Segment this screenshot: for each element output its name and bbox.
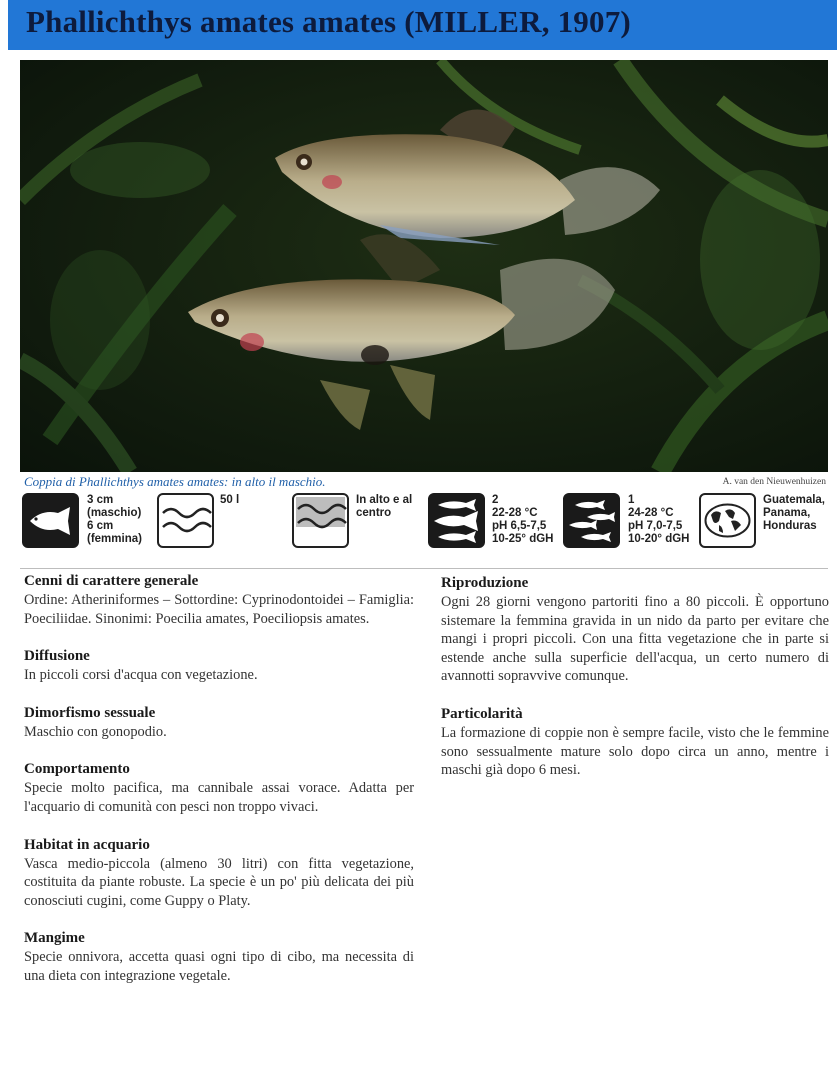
section-text: Ogni 28 giorni vengono partoriti fino a 80 piccoli. È opportuno sistemare la femmina gravida in un nido da parto per evitare che mangi i propri piccoli. Con una fitta vegetazione che in parte si estende anche sulla superficie dell'acqua, un certo numero di avannotti sopravvive comunque. xyxy=(441,594,829,685)
temperament-label-2: 1 24-28 °C pH 7,0-7,5 10-20° dGH xyxy=(628,494,690,545)
section-text: Ordine: Atheriniformes – Sottordine: Cyprinodontoidei – Famiglia: Poeciliidae. Sinonimi: Poecilia amates, Poeciliopsis amates. xyxy=(24,592,414,627)
section-heading: Riproduzione xyxy=(441,575,529,591)
section-text: Vasca medio-piccola (almeno 30 litri) con fitta vegetazione, costituita da piante robuste. La specie è un po' più delicata dei più conosciuti cugini, come Guppy o Platy. xyxy=(24,855,414,909)
section-reproduction xyxy=(441,574,829,686)
page-title: Phallichthys amates amates (MILLER, 1907) xyxy=(26,4,631,39)
section-general xyxy=(24,572,414,628)
section-habitat xyxy=(24,836,414,911)
photo-credit: A. van den Nieuwenhuizen xyxy=(722,477,826,487)
tank-volume-icon xyxy=(157,493,214,548)
temperament-label-1: 2 22-28 °C pH 6,5-7,5 10-25° dGH xyxy=(492,494,554,545)
section-behavior xyxy=(24,760,414,816)
section-text: Specie onnivora, accetta quasi ogni tipo di cibo, ma necessita di una dieta con integrazione vegetale. xyxy=(24,949,414,984)
section-text: La formazione di coppie non è sempre facile, visto che le femmine sono sessualmente mature solo dopo circa un anno, mentre i maschi già dopo 6 mesi. xyxy=(441,724,829,779)
fish-photo xyxy=(20,60,828,472)
section-text: In piccoli corsi d'acqua con vegetazione. xyxy=(24,667,258,684)
section-heading: Cenni di carattere generale xyxy=(24,573,199,589)
world-map-icon xyxy=(699,493,756,548)
section-heading: Comportamento xyxy=(24,761,130,778)
section-heading: Habitat in acquario xyxy=(24,836,150,853)
temperament-icon-1 xyxy=(428,493,485,548)
section-distribution xyxy=(24,647,414,685)
left-column xyxy=(24,572,414,1005)
section-heading: Particolarità xyxy=(441,705,523,722)
section-particularities xyxy=(441,705,829,780)
section-dimorphism xyxy=(24,704,414,742)
section-food xyxy=(24,929,414,985)
title-bar xyxy=(8,0,837,50)
temperament-icon-2 xyxy=(563,493,620,548)
tank-volume-label: 50 l xyxy=(220,494,240,506)
divider xyxy=(20,568,828,569)
section-text: Maschio con gonopodio. xyxy=(24,723,167,740)
fish-size-icon xyxy=(22,493,79,548)
photo-caption: Coppia di Phallichthys amates amates: in alto il maschio. xyxy=(24,474,326,489)
swim-level-label: In alto e al centro xyxy=(356,494,413,519)
section-heading: Diffusione xyxy=(24,648,90,665)
region-label: Guatemala, Panama, Honduras xyxy=(763,494,825,532)
swim-level-icon xyxy=(292,493,349,548)
section-text: Specie molto pacifica, ma cannibale assai vorace. Adatta per l'acquario di comunità con pesci non troppo vivaci. xyxy=(24,780,414,815)
section-heading: Dimorfismo sessuale xyxy=(24,704,156,721)
fish-size-label: 3 cm (maschio) 6 cm (femmina) xyxy=(87,494,142,545)
right-column xyxy=(441,574,829,799)
section-heading: Mangime xyxy=(24,930,85,947)
